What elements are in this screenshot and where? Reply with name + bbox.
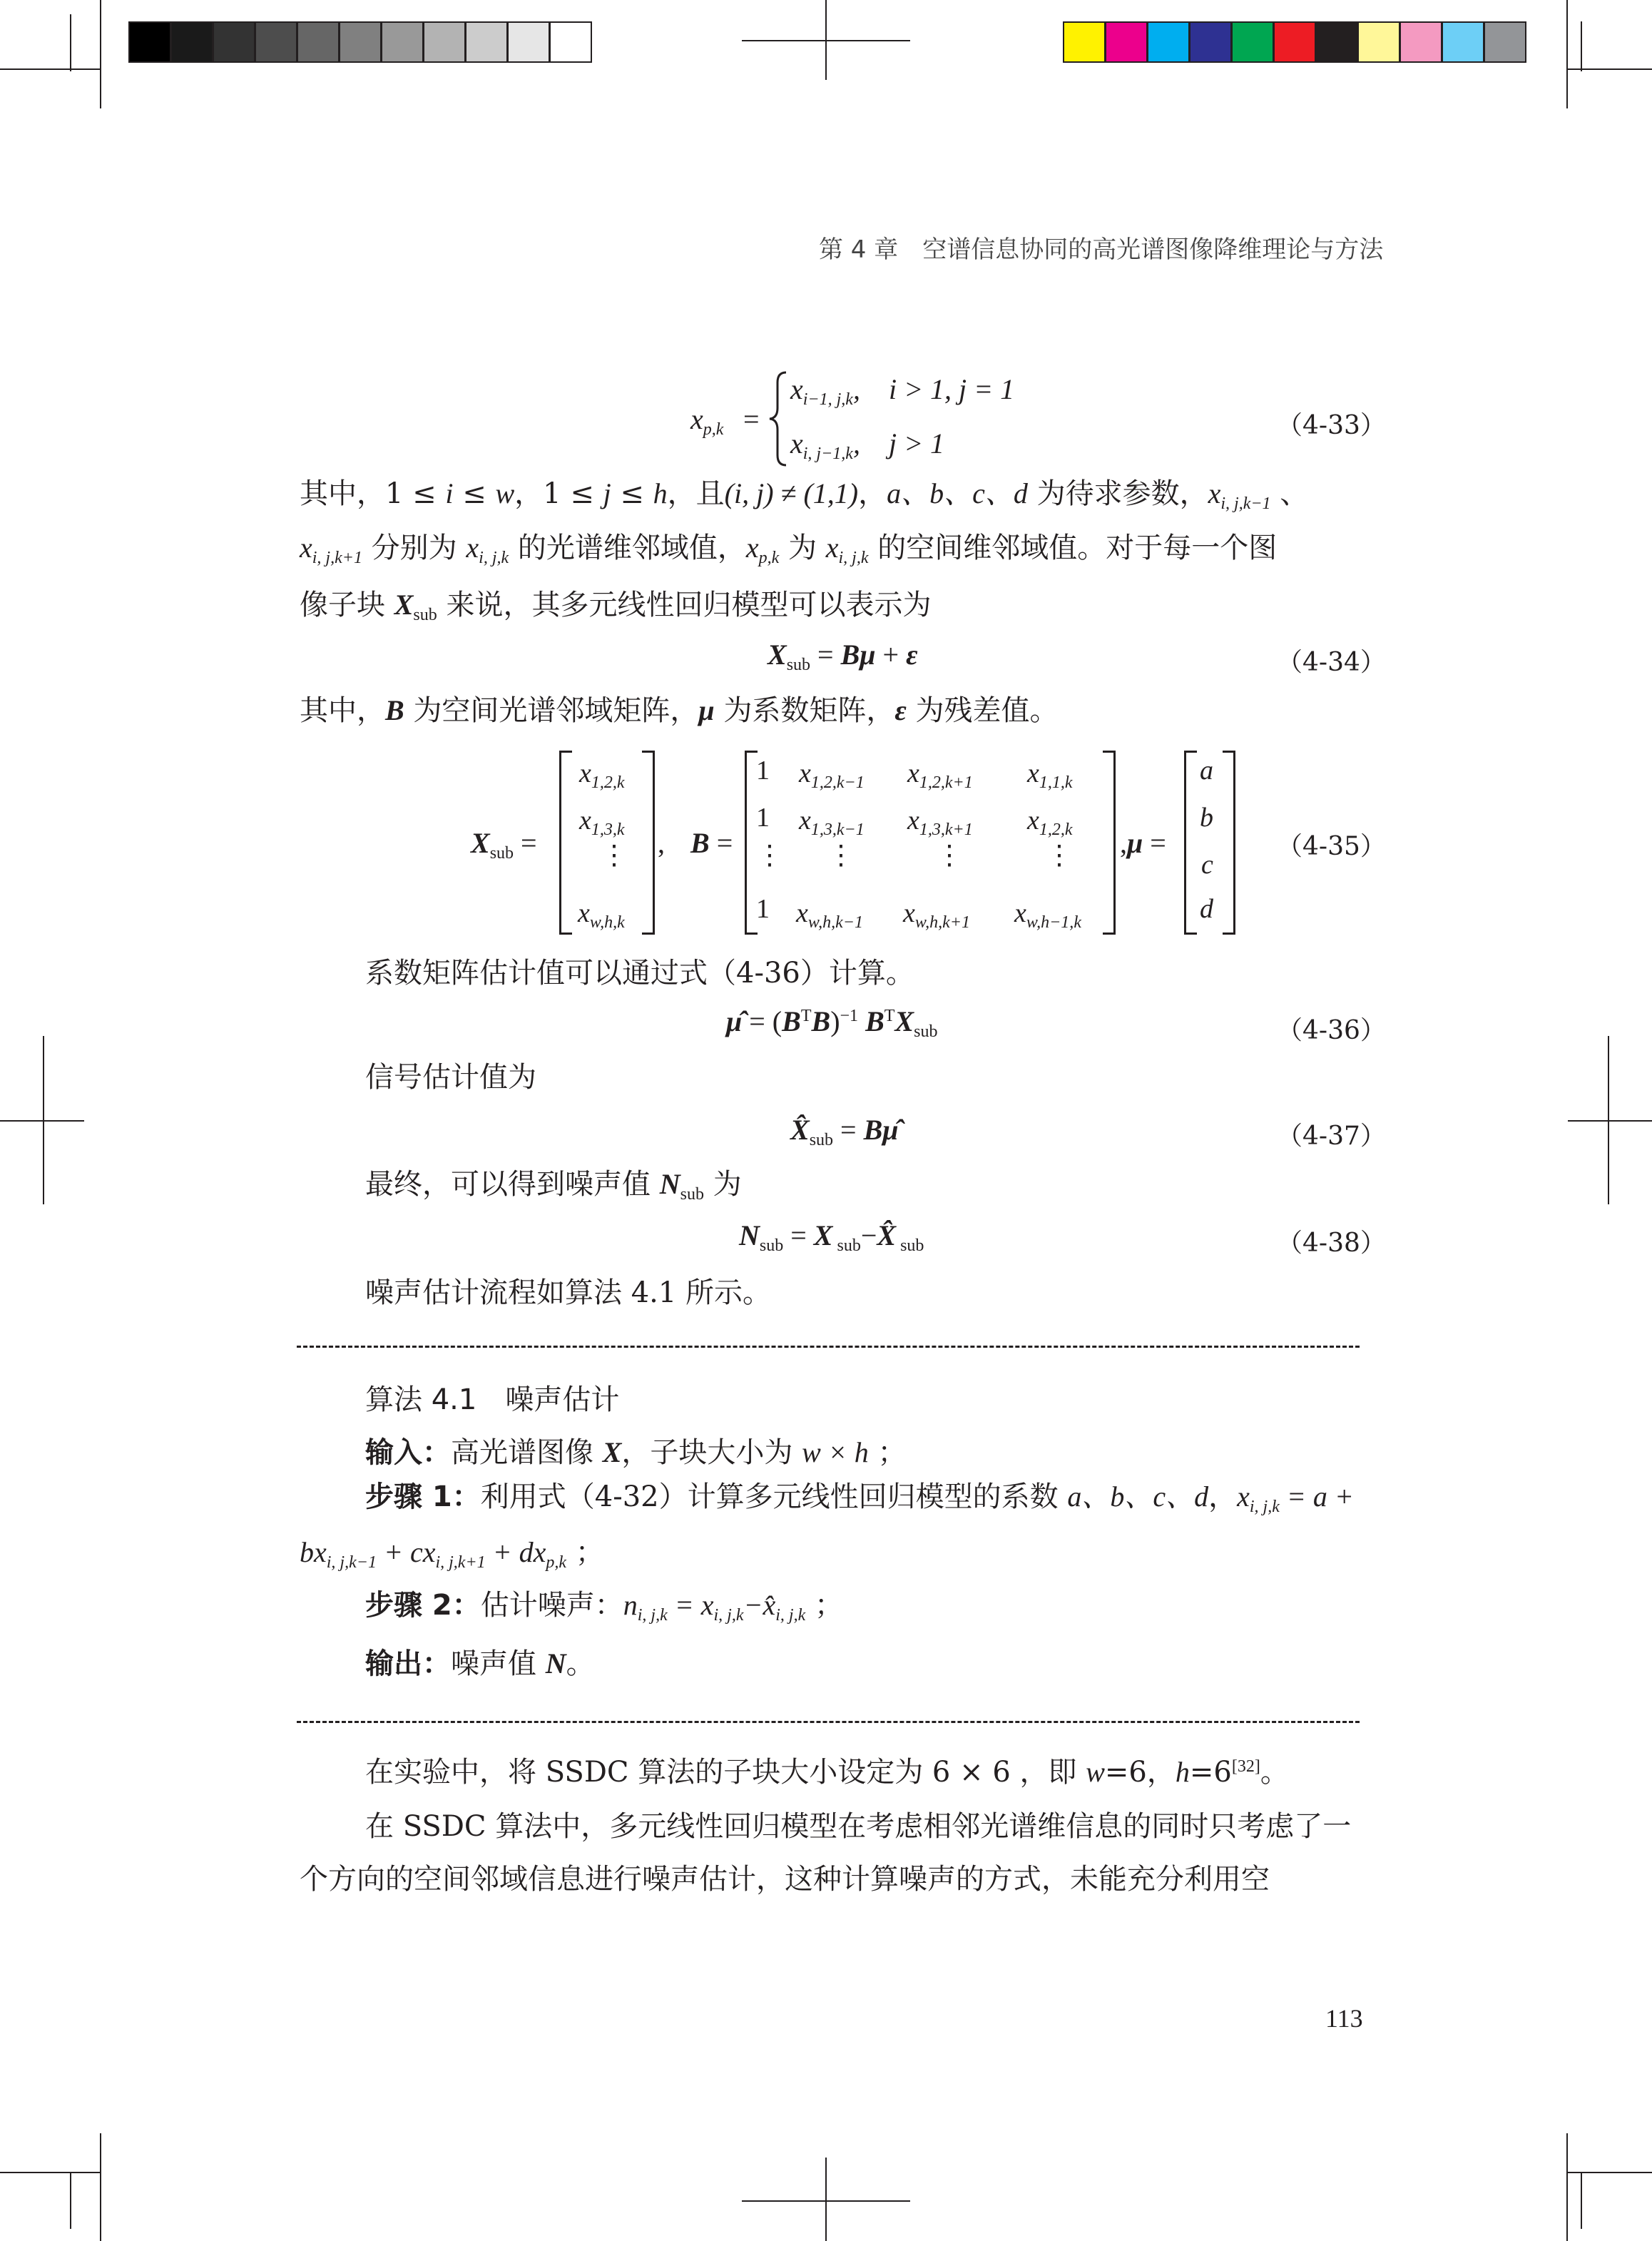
subscript: i, j,k xyxy=(838,549,869,567)
paragraph-8-line-2: 个方向的空间邻域信息进行噪声估计，这种计算噪声的方式，未能充分利用空 xyxy=(300,1863,1270,1896)
algorithm-top-rule xyxy=(297,1346,1360,1348)
eq-equals: = xyxy=(743,403,760,435)
matrix-cell: ⋮ xyxy=(601,840,628,870)
text: ， xyxy=(1208,1480,1238,1513)
var-N: N xyxy=(545,1647,566,1680)
var-x: x xyxy=(1208,477,1221,509)
matrix-cell: b xyxy=(1200,803,1213,833)
subscript: i, j,k+1 xyxy=(312,549,362,567)
eq-case-1 xyxy=(790,367,1014,407)
var-mu: μ xyxy=(698,694,715,726)
paragraph-1-line-3 xyxy=(300,589,932,624)
gray-swatch xyxy=(381,21,424,63)
eq-lhs-b: B = xyxy=(690,827,733,859)
term: bx xyxy=(300,1536,327,1568)
text: ≤ xyxy=(453,477,496,510)
term: −x̂ xyxy=(743,1589,776,1621)
size: w × h xyxy=(802,1436,869,1468)
text: ，且 xyxy=(667,477,725,510)
gray-swatch xyxy=(297,21,340,63)
text: ， xyxy=(858,477,887,510)
eq-number-4-35: （4-35） xyxy=(1277,832,1386,861)
comma: , xyxy=(658,827,665,859)
crop-mark xyxy=(43,1036,44,1204)
paragraph-7 xyxy=(365,1758,1289,1787)
var-j: j xyxy=(603,477,611,509)
matrix-cell: ⋮ xyxy=(1046,840,1073,870)
text: ； xyxy=(805,1589,843,1622)
equation-4-33 xyxy=(685,365,1041,472)
eq-rhs: = a + xyxy=(1279,1480,1354,1513)
text: 为系数矩阵， xyxy=(714,694,895,727)
matrix-cell: 1 xyxy=(756,803,770,833)
text: 为空间光谱邻域矩阵， xyxy=(404,694,699,727)
subscript: i, j,k xyxy=(775,1606,806,1625)
matrix-bracket-right xyxy=(1223,751,1235,935)
text: 像子块 xyxy=(300,589,394,621)
matrix-cell: $x_{w,h,k}$ xyxy=(578,898,625,932)
text: 。 xyxy=(1260,1756,1289,1789)
var-i: i xyxy=(445,477,454,509)
subscript: sub xyxy=(680,1185,704,1204)
var-epsilon: ε xyxy=(894,694,907,726)
matrix-cell: d xyxy=(1200,894,1213,924)
color-swatch xyxy=(1315,21,1358,63)
label: 输入： xyxy=(365,1436,451,1469)
text: 其中， xyxy=(300,694,385,727)
crop-mark xyxy=(825,2158,827,2241)
var-w: w xyxy=(495,477,515,509)
color-swatch xyxy=(1357,21,1400,63)
var-x: x xyxy=(300,532,312,564)
var-x: x xyxy=(466,532,479,564)
crop-mark xyxy=(825,0,827,80)
gray-swatch xyxy=(423,21,466,63)
case1-var: x xyxy=(790,373,803,405)
paragraph-3: 系数矩阵估计值可以通过式（4-36）计算。 xyxy=(365,957,914,990)
eq-lhs xyxy=(690,402,724,439)
eq-case-2 xyxy=(790,421,944,462)
color-swatch xyxy=(1399,21,1442,63)
citation: [32] xyxy=(1231,1757,1260,1776)
crop-mark xyxy=(1566,0,1568,108)
crop-mark xyxy=(1608,1036,1609,1204)
text: 最终，可以得到噪声值 xyxy=(365,1168,660,1201)
var-X: X xyxy=(394,589,414,621)
text: 为待求参数， xyxy=(1027,477,1208,510)
text: ，1 ≤ xyxy=(514,477,603,510)
text: 为 xyxy=(703,1168,742,1201)
index-pair: (i, j) ≠ (1,1) xyxy=(724,477,859,509)
matrix-cell: a xyxy=(1200,756,1213,786)
subscript: i, j,k−1 xyxy=(1220,494,1271,513)
paragraph-4: 信号估计值为 xyxy=(365,1061,536,1094)
text: ； xyxy=(868,1436,907,1469)
crop-mark xyxy=(0,2172,100,2173)
text: ； xyxy=(566,1536,604,1569)
paragraph-8-line-1: 在 SSDC 算法中，多元线性回归模型在考虑相邻光谱维信息的同时只考虑了一 xyxy=(365,1810,1352,1843)
color-swatch xyxy=(1147,21,1190,63)
eq-lhs-var: x xyxy=(690,403,703,435)
matrix-cell: $x_{1,1,k}$ xyxy=(1027,758,1073,792)
equation-4-38: $N_{sub} = X$ $_{sub}$−X̂ $_{sub}$ xyxy=(739,1219,924,1255)
algorithm-bottom-rule xyxy=(297,1721,1360,1723)
eq-number-4-34: （4-34） xyxy=(1277,648,1386,677)
subscript: i, j,k xyxy=(713,1606,744,1625)
label: 输出： xyxy=(365,1647,451,1680)
text: =6， xyxy=(1104,1756,1176,1789)
text: 的空间维邻域值。对于每一个图 xyxy=(868,532,1278,564)
eq-number-4-37: （4-37） xyxy=(1277,1122,1386,1151)
paragraph-1-line-1 xyxy=(300,477,1309,513)
eq-number-4-33: （4-33） xyxy=(1277,411,1386,440)
subscript: i, j,k xyxy=(637,1606,668,1625)
gray-swatch xyxy=(170,21,213,63)
term: = x xyxy=(667,1589,714,1621)
case2-sub: i, j−1,k xyxy=(802,444,853,463)
var-n: n xyxy=(623,1589,638,1621)
var-x: x xyxy=(825,532,839,564)
gray-swatch xyxy=(255,21,297,63)
color-swatch xyxy=(1105,21,1148,63)
matrix-cell: ⋮ xyxy=(756,840,783,870)
matrix-cell: $x_{1,3,k+1}$ xyxy=(907,806,973,839)
matrix-cell: 1 xyxy=(756,756,770,786)
matrix-cell: $x_{1,2,k-1}$ xyxy=(799,758,865,792)
algorithm-step-1 xyxy=(365,1480,1354,1516)
matrix-bracket-right xyxy=(1103,751,1116,935)
term: + cx xyxy=(376,1536,436,1568)
matrix-cell: $x_{w,h,k-1}$ xyxy=(796,898,863,932)
algorithm-input xyxy=(365,1438,907,1467)
text: 其中，1 ≤ xyxy=(300,477,446,510)
case2-var: x xyxy=(790,427,803,459)
gray-swatch xyxy=(507,21,550,63)
case1-sub: i−1, j,k xyxy=(802,390,853,409)
matrix-cell: c xyxy=(1201,850,1213,880)
var-X: X xyxy=(602,1436,622,1468)
crop-mark xyxy=(1581,2172,1582,2229)
crop-mark xyxy=(1581,21,1582,71)
matrix-cell: 1 xyxy=(756,894,770,924)
text: 估计噪声： xyxy=(480,1589,623,1622)
var-h: h xyxy=(653,477,668,509)
crop-mark xyxy=(0,68,100,70)
gray-swatch xyxy=(549,21,592,63)
paragraph-2 xyxy=(300,696,1059,725)
eq-lhs-sub: p,k xyxy=(703,420,724,439)
paragraph-1-line-2 xyxy=(300,532,1278,567)
color-swatch xyxy=(1231,21,1274,63)
color-swatch xyxy=(1063,21,1106,63)
paragraph-5 xyxy=(365,1168,742,1204)
text: =6 xyxy=(1189,1756,1232,1789)
equation-4-34: $X_{sub} = B\mu + \varepsilon$ xyxy=(768,639,918,674)
text: 为残差值。 xyxy=(906,694,1059,727)
equation-4-37: $X̂_{sub}$ = Bμ̂ xyxy=(790,1114,899,1149)
gray-swatch xyxy=(213,21,255,63)
text: 高光谱图像 xyxy=(451,1436,603,1469)
crop-mark xyxy=(1566,2172,1652,2173)
gray-swatch xyxy=(128,21,171,63)
eq-number-4-38: （4-38） xyxy=(1277,1229,1386,1258)
matrix-cell: $x_{w,h,k+1}$ xyxy=(903,898,970,932)
crop-mark xyxy=(100,0,101,108)
case1-cond: , i > 1, j = 1 xyxy=(852,373,1015,405)
var-w: w xyxy=(1086,1756,1105,1788)
var-h: h xyxy=(1175,1756,1190,1788)
matrix-bracket-right xyxy=(642,751,655,935)
algorithm-title: 算法 4.1 噪声估计 xyxy=(365,1383,620,1416)
subscript: i, j,k−1 xyxy=(326,1553,377,1572)
subscript: p,k xyxy=(546,1553,567,1572)
subscript: i, j,k xyxy=(479,549,509,567)
algorithm-step-1-cont xyxy=(300,1536,604,1572)
page-number: 113 xyxy=(1325,2004,1363,2033)
equation-4-35 xyxy=(471,746,1241,939)
matrix-bracket-left xyxy=(559,751,572,935)
matrix-cell: $x_{1,2,k}$ xyxy=(579,758,625,792)
label: 步骤 2： xyxy=(365,1589,481,1622)
matrix-cell: $x_{1,3,k-1}$ xyxy=(799,806,865,839)
color-swatch xyxy=(1189,21,1232,63)
paragraph-6: 噪声估计流程如算法 4.1 所示。 xyxy=(365,1276,772,1309)
label: 步骤 1： xyxy=(365,1480,481,1513)
subscript: sub xyxy=(413,606,437,624)
gray-swatch xyxy=(465,21,508,63)
crop-mark xyxy=(1566,2133,1568,2241)
crop-mark xyxy=(70,14,71,71)
subscript: i, j,k xyxy=(1249,1498,1280,1516)
color-swatch xyxy=(1442,21,1484,63)
matrix-cell: $x_{1,3,k}$ xyxy=(579,806,625,839)
crop-mark xyxy=(70,2172,71,2229)
running-title: 第 4 章 空谱信息协同的高光谱图像降维理论与方法 xyxy=(819,235,1384,264)
text: 为 xyxy=(779,532,826,564)
algorithm-output xyxy=(365,1647,595,1680)
subscript: p,k xyxy=(758,549,780,567)
color-swatch xyxy=(1484,21,1526,63)
gray-swatch xyxy=(339,21,382,63)
crop-mark xyxy=(1568,1120,1652,1122)
text: 的光谱维邻域值， xyxy=(509,532,746,564)
text: 噪声值 xyxy=(451,1647,546,1680)
color-swatch xyxy=(1273,21,1316,63)
text: ≤ xyxy=(611,477,653,510)
var-N: N xyxy=(659,1168,680,1200)
matrix-bracket-left xyxy=(1184,751,1197,935)
var-x: x xyxy=(745,532,759,564)
matrix-cell: ⋮ xyxy=(936,840,963,870)
algorithm-step-2 xyxy=(365,1589,843,1625)
params-abcd: a、b、c、d xyxy=(887,477,1028,509)
var-x: x xyxy=(1237,1480,1250,1513)
text: 、 xyxy=(1270,477,1309,510)
term: + dx xyxy=(485,1536,546,1568)
matrix-cell: $x_{1,2,k+1}$ xyxy=(907,758,973,792)
matrix-cell: ⋮ xyxy=(827,840,855,870)
text: 分别为 xyxy=(362,532,466,564)
crop-mark xyxy=(1566,68,1652,70)
text: ，子块大小为 xyxy=(621,1436,802,1469)
params: a、b、c、d xyxy=(1067,1480,1209,1513)
crop-mark xyxy=(0,1120,84,1122)
left-brace xyxy=(768,371,789,467)
text: 在实验中，将 SSDC 算法的子块大小设定为 6 × 6 ，即 xyxy=(365,1756,1086,1789)
subscript: i, j,k+1 xyxy=(435,1553,486,1572)
crop-mark xyxy=(100,2133,101,2241)
text: 利用式（4-32）计算多元线性回归模型的系数 xyxy=(480,1480,1068,1513)
case2-cond: , j > 1 xyxy=(852,427,945,459)
matrix-cell: $x_{w,h-1,k}$ xyxy=(1014,898,1081,932)
text: 。 xyxy=(566,1647,595,1680)
text: 来说，其多元线性回归模型可以表示为 xyxy=(437,589,932,621)
var-B: B xyxy=(385,694,404,726)
eq-lhs-xsub: $X_{sub}$ = xyxy=(471,827,537,863)
equation-4-36: μ̂ = $(B^TB)^{-1}$ $B^TX_{sub}$ xyxy=(726,1005,938,1041)
eq-number-4-36: （4-36） xyxy=(1277,1016,1386,1045)
eq-lhs-mu: ,μ = xyxy=(1120,827,1166,859)
matrix-cell: $x_{1,2,k}$ xyxy=(1027,806,1073,839)
